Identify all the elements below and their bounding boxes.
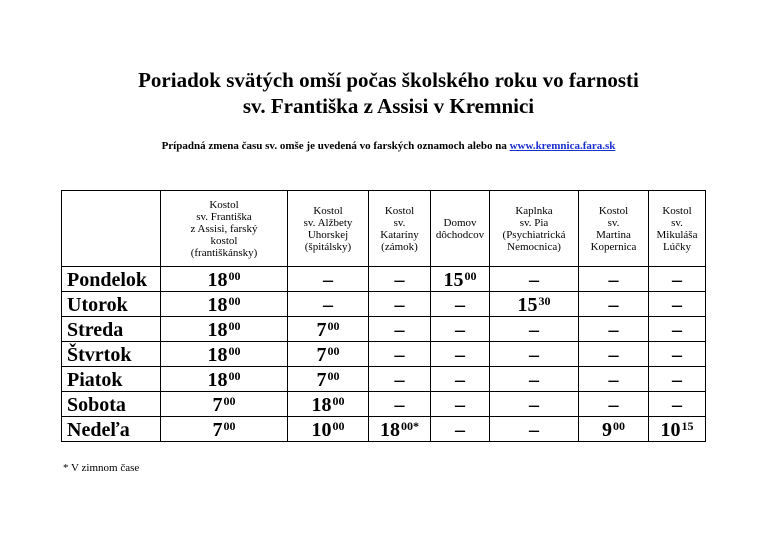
mass-time-minutes: 00 [464, 269, 477, 283]
mass-time-minutes: 00 [327, 369, 340, 383]
column-header [161, 191, 288, 267]
no-mass-dash: – [431, 292, 490, 317]
column-header-line: sv. [607, 216, 620, 229]
column-header [431, 191, 490, 267]
column-header-line: Kostol [598, 204, 629, 217]
mass-time-minutes: 00 [332, 394, 345, 408]
table-row [62, 267, 706, 292]
no-mass-dash: – [490, 317, 579, 342]
no-mass-dash: – [579, 392, 649, 417]
mass-time [161, 267, 288, 292]
column-header-line: sv. Pia [519, 216, 549, 229]
mass-time-minutes: 00 [223, 394, 236, 408]
column-header-line: Lúčky [662, 240, 692, 253]
column-header [579, 191, 649, 267]
table-row [62, 367, 706, 392]
mass-time-minutes: 00 [223, 419, 236, 433]
mass-time-minutes: 00 [228, 344, 241, 358]
mass-time-minutes: 00 [228, 319, 241, 333]
change-notice-text: Prípadná zmena času sv. omše je uvedená vo farských oznamoch alebo na [161, 140, 507, 152]
column-header-line: Uhorskej [307, 228, 349, 241]
no-mass-dash: – [431, 317, 490, 342]
mass-time-hour: 10 [311, 419, 332, 441]
no-mass-dash: – [288, 267, 369, 292]
mass-time [431, 267, 490, 292]
no-mass-dash: – [288, 292, 369, 317]
column-header [288, 191, 369, 267]
mass-time [288, 342, 369, 367]
mass-time [288, 417, 369, 442]
mass-time [161, 417, 288, 442]
column-header-line: (Psychiatrická [502, 228, 566, 241]
mass-time [161, 317, 288, 342]
mass-time-hour: 18 [207, 269, 228, 291]
mass-time-hour: 18 [380, 419, 400, 441]
mass-time-hour: 7 [316, 369, 327, 391]
mass-time-minutes: 30 [538, 294, 551, 308]
footnote: * V zimnom čase [63, 462, 140, 474]
no-mass-dash: – [490, 342, 579, 367]
column-header-line: (špitálsky) [304, 240, 352, 253]
no-mass-dash: – [369, 367, 431, 392]
no-mass-dash: – [649, 342, 706, 367]
day-name: Sobota [62, 392, 161, 417]
no-mass-dash: – [369, 342, 431, 367]
table-row [62, 392, 706, 417]
mass-time [161, 292, 288, 317]
no-mass-dash: – [649, 292, 706, 317]
mass-time [579, 417, 649, 442]
no-mass-dash: – [649, 317, 706, 342]
no-mass-dash: – [579, 292, 649, 317]
no-mass-dash: – [649, 367, 706, 392]
column-header-line: Kostol [313, 204, 343, 217]
mass-time-hour: 18 [207, 319, 228, 341]
no-mass-dash: – [490, 392, 579, 417]
column-header-line: Kostol [662, 204, 692, 217]
mass-time-minutes: 00 [613, 419, 625, 433]
column-header-line: sv. Františka [196, 210, 252, 223]
no-mass-dash: – [490, 367, 579, 392]
column-header-line: Kataríny [380, 228, 419, 241]
mass-time-minutes: 00 [228, 294, 241, 308]
mass-time-minutes: 00 [228, 269, 241, 283]
mass-time [490, 292, 579, 317]
mass-time [161, 342, 288, 367]
mass-time-hour: 9 [602, 419, 612, 441]
mass-time-hour: 10 [660, 419, 681, 441]
mass-time-hour: 18 [207, 294, 228, 316]
column-header-line: Kostol [384, 204, 415, 217]
mass-time-hour: 18 [311, 394, 332, 416]
no-mass-dash: – [649, 267, 706, 292]
column-header [369, 191, 431, 267]
mass-time-hour: 7 [212, 394, 223, 416]
mass-time-hour: 15 [443, 269, 464, 291]
mass-time [369, 417, 431, 442]
column-header-line: Kostol [209, 198, 239, 211]
mass-time-hour: 7 [212, 419, 223, 441]
no-mass-dash: – [369, 267, 431, 292]
mass-time-minutes: 00 [327, 319, 340, 333]
corner-cell [62, 191, 161, 267]
day-name: Štvrtok [62, 342, 161, 367]
no-mass-dash: – [579, 267, 649, 292]
mass-time [161, 392, 288, 417]
change-notice [0, 139, 777, 153]
day-name: Nedeľa [62, 417, 161, 442]
no-mass-dash: – [369, 317, 431, 342]
no-mass-dash: – [431, 392, 490, 417]
no-mass-dash: – [579, 317, 649, 342]
no-mass-dash: – [579, 342, 649, 367]
mass-time-hour: 18 [207, 369, 228, 391]
no-mass-dash: – [369, 392, 431, 417]
mass-time [288, 367, 369, 392]
mass-time-minutes: 00 [228, 369, 241, 383]
header-row [62, 191, 706, 267]
column-header-line: Kaplnka [515, 204, 553, 217]
mass-time-hour: 7 [316, 319, 327, 341]
mass-time-minutes: 00 [332, 419, 345, 433]
mass-time [288, 392, 369, 417]
parish-website-link[interactable]: www.kremnica.fara.sk [509, 140, 616, 152]
column-header-line: (františkánsky) [190, 246, 258, 259]
mass-time-hour: 7 [316, 344, 327, 366]
no-mass-dash: – [579, 367, 649, 392]
no-mass-dash: – [490, 267, 579, 292]
column-header [649, 191, 706, 267]
mass-time [649, 417, 706, 442]
column-header-line: dôchodcov [435, 228, 485, 241]
day-name: Utorok [62, 292, 161, 317]
column-header-line: kostol [210, 234, 238, 247]
table-row [62, 417, 706, 442]
mass-time-minutes: 00 [327, 344, 340, 358]
mass-time-hour: 15 [517, 294, 538, 316]
column-header-line: Mikuláša [656, 228, 698, 241]
no-mass-dash: – [369, 292, 431, 317]
column-header-line: sv. [671, 216, 683, 229]
day-name: Streda [62, 317, 161, 342]
table-row [62, 292, 706, 317]
title-line-1: Poriadok svätých omší počas školského roku vo farnosti [138, 68, 639, 92]
column-header-line: Martina [596, 228, 631, 241]
column-header-line: sv. [393, 216, 406, 229]
column-header-line: z Assisi, farský [190, 222, 258, 235]
column-header-line: (zámok) [381, 240, 418, 253]
column-header [490, 191, 579, 267]
day-name: Pondelok [62, 267, 161, 292]
mass-schedule-table [61, 190, 706, 442]
mass-time [288, 317, 369, 342]
mass-time-minutes: 00* [401, 419, 419, 433]
column-header-line: Domov [443, 216, 477, 229]
column-header-line: sv. Alžbety [303, 216, 353, 229]
mass-time-hour: 18 [207, 344, 228, 366]
no-mass-dash: – [431, 367, 490, 392]
table-row [62, 317, 706, 342]
table-row [62, 342, 706, 367]
mass-time [161, 367, 288, 392]
no-mass-dash: – [431, 417, 490, 442]
no-mass-dash: – [431, 342, 490, 367]
title-line-2: sv. Františka z Assisi v Kremnici [242, 94, 535, 118]
column-header-line: Nemocnica) [507, 240, 561, 253]
no-mass-dash: – [490, 417, 579, 442]
mass-time-minutes: 15 [681, 419, 694, 433]
day-name: Piatok [62, 367, 161, 392]
column-header-line: Kopernica [590, 240, 637, 253]
no-mass-dash: – [649, 392, 706, 417]
